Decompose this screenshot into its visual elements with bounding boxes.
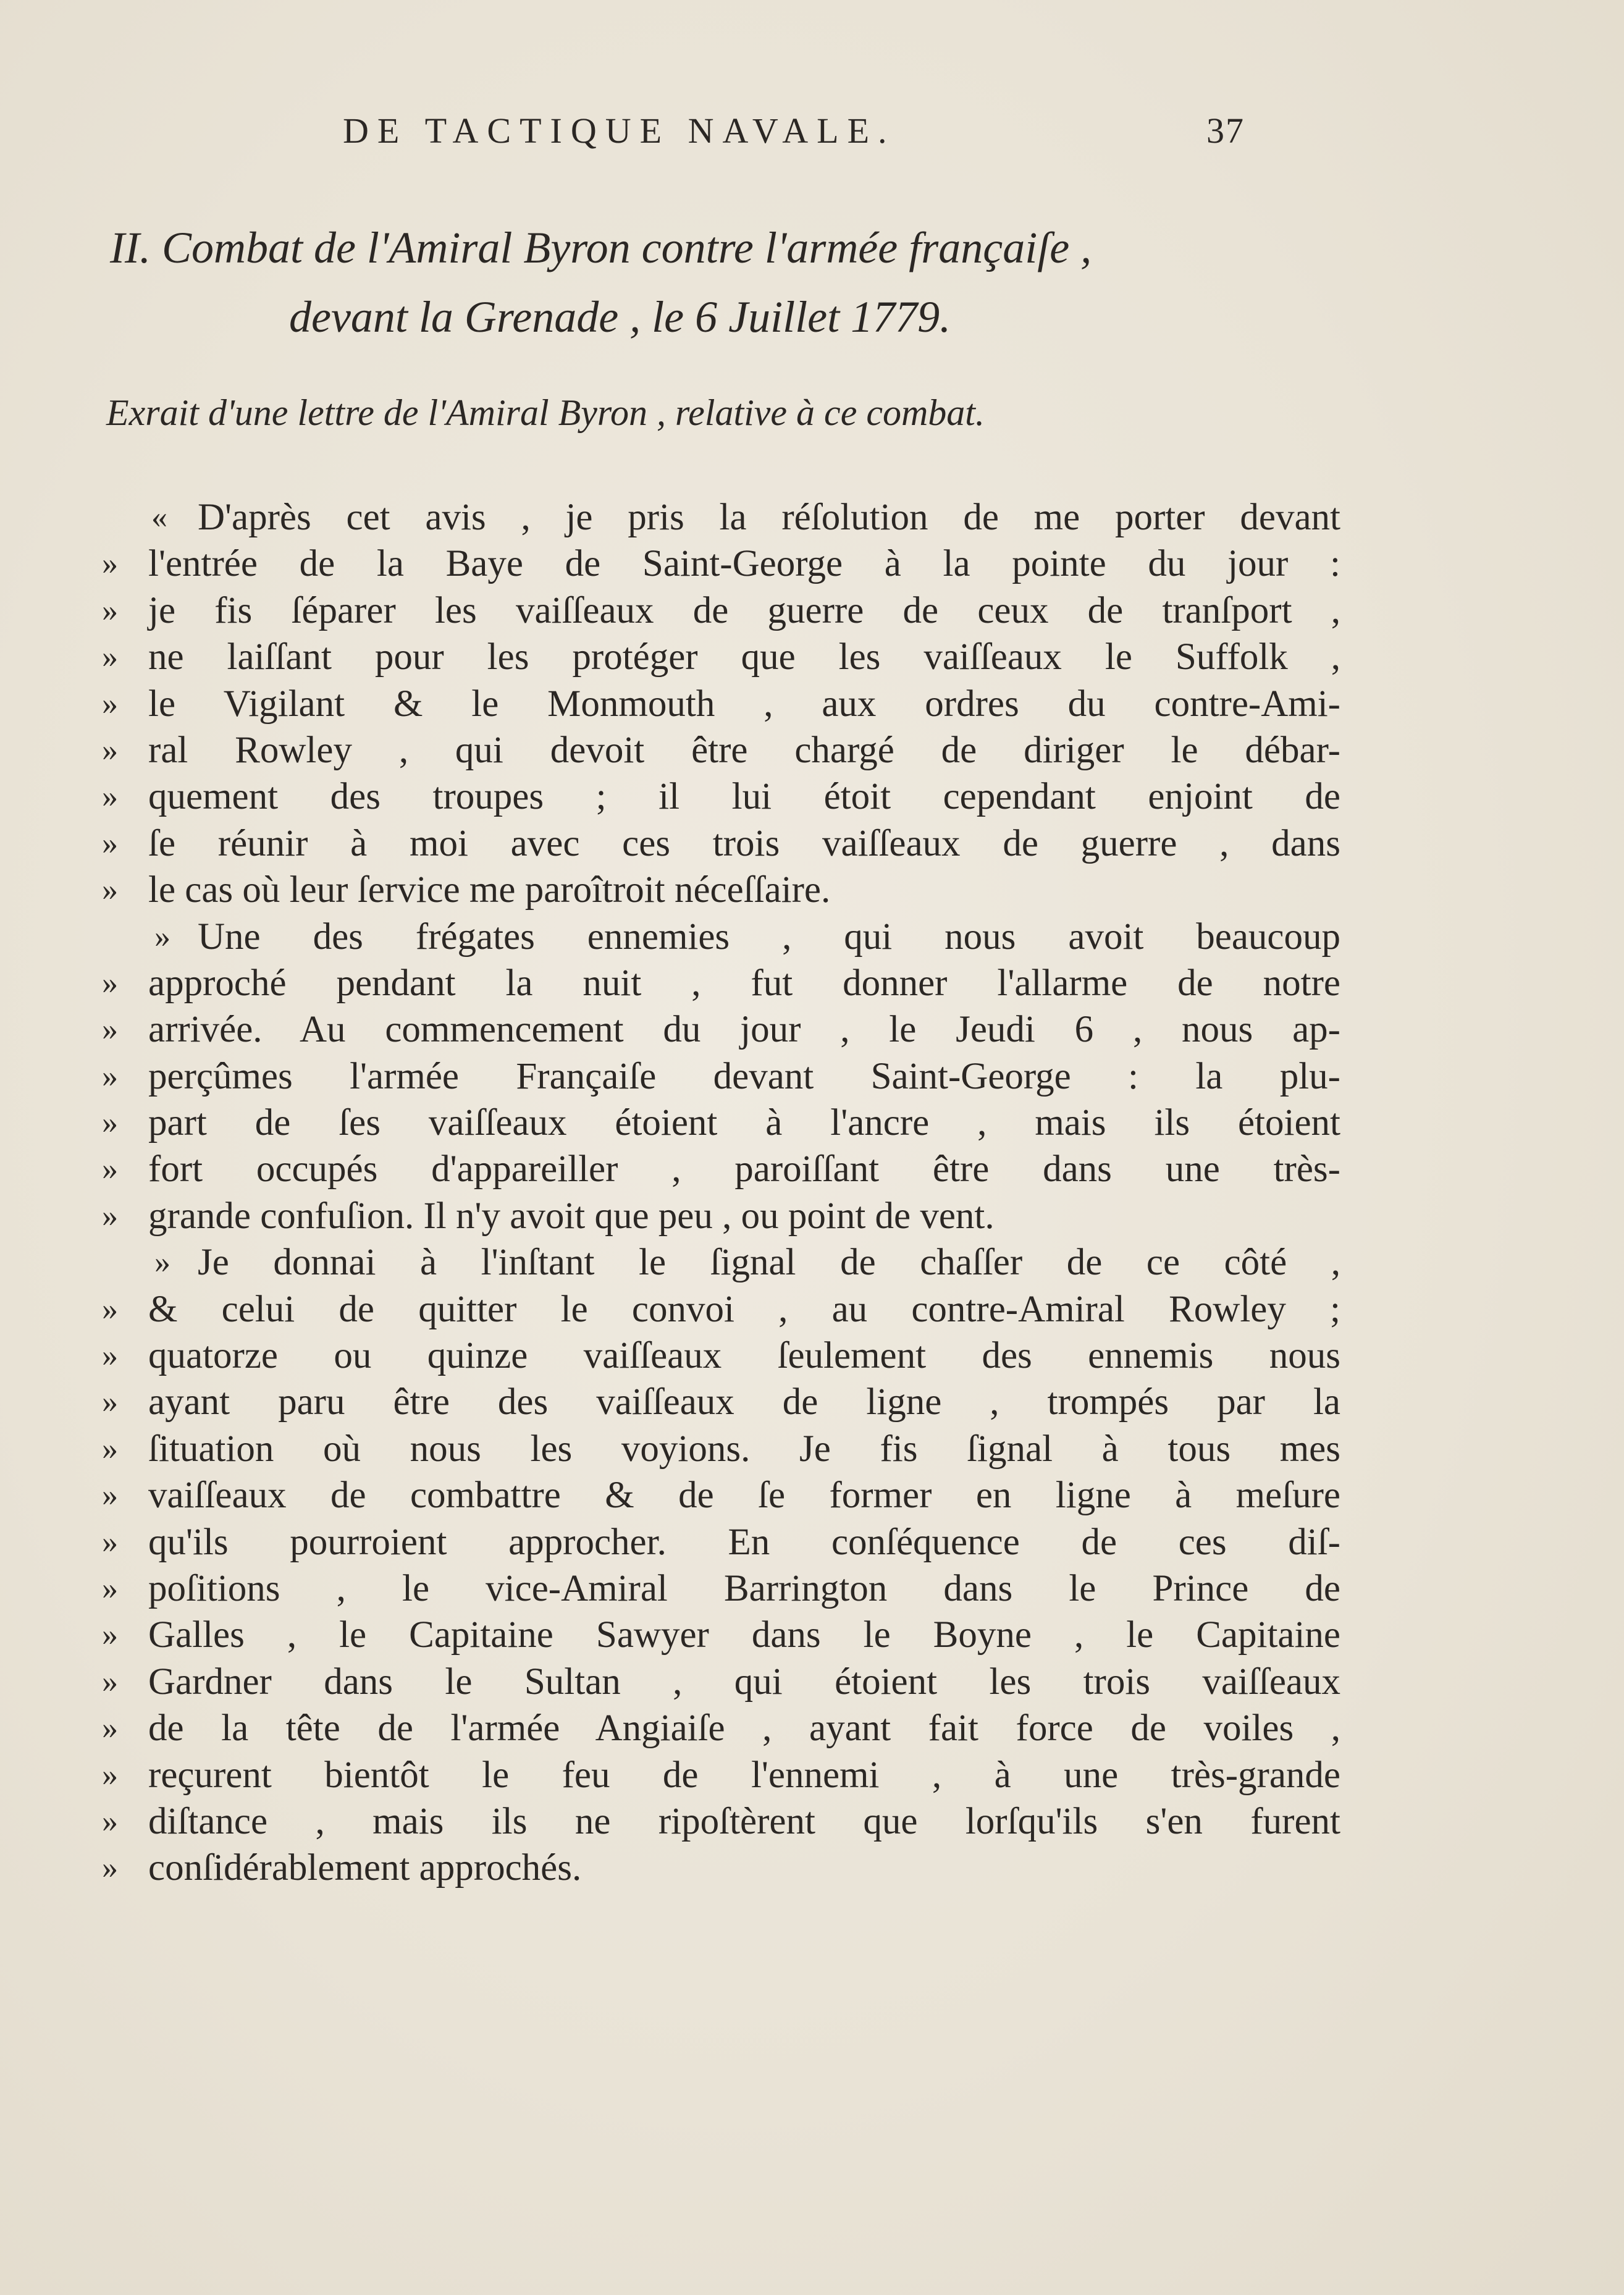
line-text: approché pendant la nuit , fut donner l'allarme de notre [148,962,1340,1004]
text-line [93,1472,1340,1518]
quote-mark: » [102,546,118,582]
text-line [93,1565,1340,1612]
text-line [93,1659,1340,1705]
line-text: ne laiſſant pour les protéger que les vaiſſeaux le Suffolk , [148,636,1340,678]
quote-mark: » [102,686,118,722]
quote-mark: » [102,592,118,628]
line-text: diſtance , mais ils ne ripoſtèrent que lorſqu'ils s'en furent [148,1800,1340,1842]
page-number: 37 [1206,111,1245,151]
text-line [93,634,1340,680]
text-line [93,1845,1254,1891]
line-text: vaiſſeaux de combattre & de ſe former en ligne à meſure [148,1475,1340,1517]
line-text: Gardner dans le Sultan , qui étoient les trois vaiſſeaux [148,1661,1340,1703]
line-text: grande confuſion. Il n'y avoit que peu , ou point de vent. [148,1195,995,1237]
quote-mark: » [154,1245,170,1281]
quote-mark: » [102,1152,118,1187]
line-text: Galles , le Capitaine Sawyer dans le Boyne , le Capitaine [148,1614,1340,1656]
body-text [93,494,1340,1892]
line-text: fort occupés d'appareiller , paroiſſant être dans une très- [148,1148,1340,1190]
quote-mark: » [102,1850,118,1886]
text-line [93,1286,1340,1333]
quote-mark: » [102,965,118,1001]
quote-mark: » [154,919,170,954]
quote-mark: » [102,872,118,908]
line-text: le cas où leur ſervice me paroîtroit néceſſaire. [148,869,831,911]
line-text: perçûmes l'armée Françaiſe devant Saint-George : la plu- [148,1055,1340,1097]
quote-mark: » [102,1524,118,1560]
running-title: DE TACTIQUE NAVALE. [343,111,896,151]
section-title-line-1: II. Combat de l'Amiral Byron contre l'armée françaiſe , [110,223,1092,272]
text-line [93,541,1340,587]
line-text: l'entrée de la Baye de Saint-George à la pointe du jour : [148,543,1340,585]
section-title-line-2: devant la Grenade , le 6 Juillet 1779. [289,292,951,342]
quote-mark: » [102,1105,118,1141]
line-text: & celui de quitter le convoi , au contre-Amiral Rowley ; [148,1288,1340,1330]
quote-mark: » [102,779,118,815]
text-line [93,1100,1340,1146]
text-line [93,914,1340,960]
quote-mark: » [102,825,118,861]
line-text: Je donnai à l'inſtant le ſignal de chaſſer de ce côté , [198,1242,1340,1284]
text-line [93,1006,1340,1053]
quote-mark: » [102,1664,118,1699]
quote-mark: » [102,639,118,675]
text-line [93,1146,1340,1192]
text-line [93,1239,1340,1286]
quote-mark: « [151,500,167,535]
quote-mark: » [102,1291,118,1327]
line-text: D'après cet avis , je pris la réſolution de me porter devant [198,497,1340,538]
quote-mark: » [102,1711,118,1746]
line-text: ſe réunir à moi avec ces trois vaiſſeaux de guerre , dans [148,822,1340,864]
text-line [93,867,1254,913]
quote-mark: » [102,1338,118,1374]
text-line [93,1752,1340,1798]
text-line [93,1379,1340,1425]
text-line [93,960,1340,1006]
line-text: ayant paru être des vaiſſeaux de ligne , trompés par la [148,1381,1340,1423]
quote-mark: » [102,1431,118,1467]
line-text: le Vigilant & le Monmouth , aux ordres du contre-Ami- [148,683,1340,725]
line-text: conſidérablement approchés. [148,1847,582,1889]
quote-mark: » [102,1198,118,1234]
excerpt-heading: Exrait d'une lettre de l'Amiral Byron , relative à ce combat. [106,392,985,433]
quote-mark: » [102,1012,118,1048]
text-line [93,1612,1340,1658]
text-line [93,727,1340,773]
line-text: de la tête de l'armée Angiaiſe , ayant fait force de voiles , [148,1708,1340,1750]
page-header [343,110,1245,166]
text-line [93,1333,1340,1379]
text-line [93,1705,1340,1751]
quote-mark: » [102,1803,118,1839]
line-text: qu'ils pourroient approcher. En conſéquence de ces diſ- [148,1521,1340,1563]
text-line [93,1053,1340,1100]
text-line [93,681,1340,727]
quote-mark: » [102,1757,118,1793]
text-line [93,494,1340,541]
line-text: poſitions , le vice-Amiral Barrington dans le Prince de [148,1567,1340,1609]
text-line [93,1798,1340,1845]
line-text: quement des troupes ; il lui étoit cependant enjoint de [148,776,1340,818]
quote-mark: » [102,732,118,768]
line-text: je fis ſéparer les vaiſſeaux de guerre de ceux de tranſport , [148,589,1340,631]
quote-mark: » [102,1058,118,1094]
quote-mark: » [102,1478,118,1514]
text-line [93,820,1340,867]
quote-mark: » [102,1570,118,1606]
line-text: quatorze ou quinze vaiſſeaux ſeulement des ennemis nous [148,1335,1340,1377]
text-line [93,587,1340,634]
text-line [93,1519,1340,1565]
line-text: reçurent bientôt le feu de l'ennemi , à une très-grande [148,1754,1340,1796]
line-text: part de ſes vaiſſeaux étoient à l'ancre , mais ils étoient [148,1102,1340,1144]
line-text: arrivée. Au commencement du jour , le Jeudi 6 , nous ap- [148,1009,1340,1051]
text-line [93,773,1340,820]
line-text: Une des frégates ennemies , qui nous avoit beaucoup [198,916,1340,958]
line-text: ſituation où nous les voyions. Je fis ſignal à tous mes [148,1428,1340,1470]
section-title [110,213,1259,352]
quote-mark: » [102,1617,118,1653]
text-line [93,1193,1254,1239]
line-text: ral Rowley , qui devoit être chargé de diriger le débar- [148,729,1340,771]
text-line [93,1426,1340,1472]
quote-mark: » [102,1384,118,1420]
